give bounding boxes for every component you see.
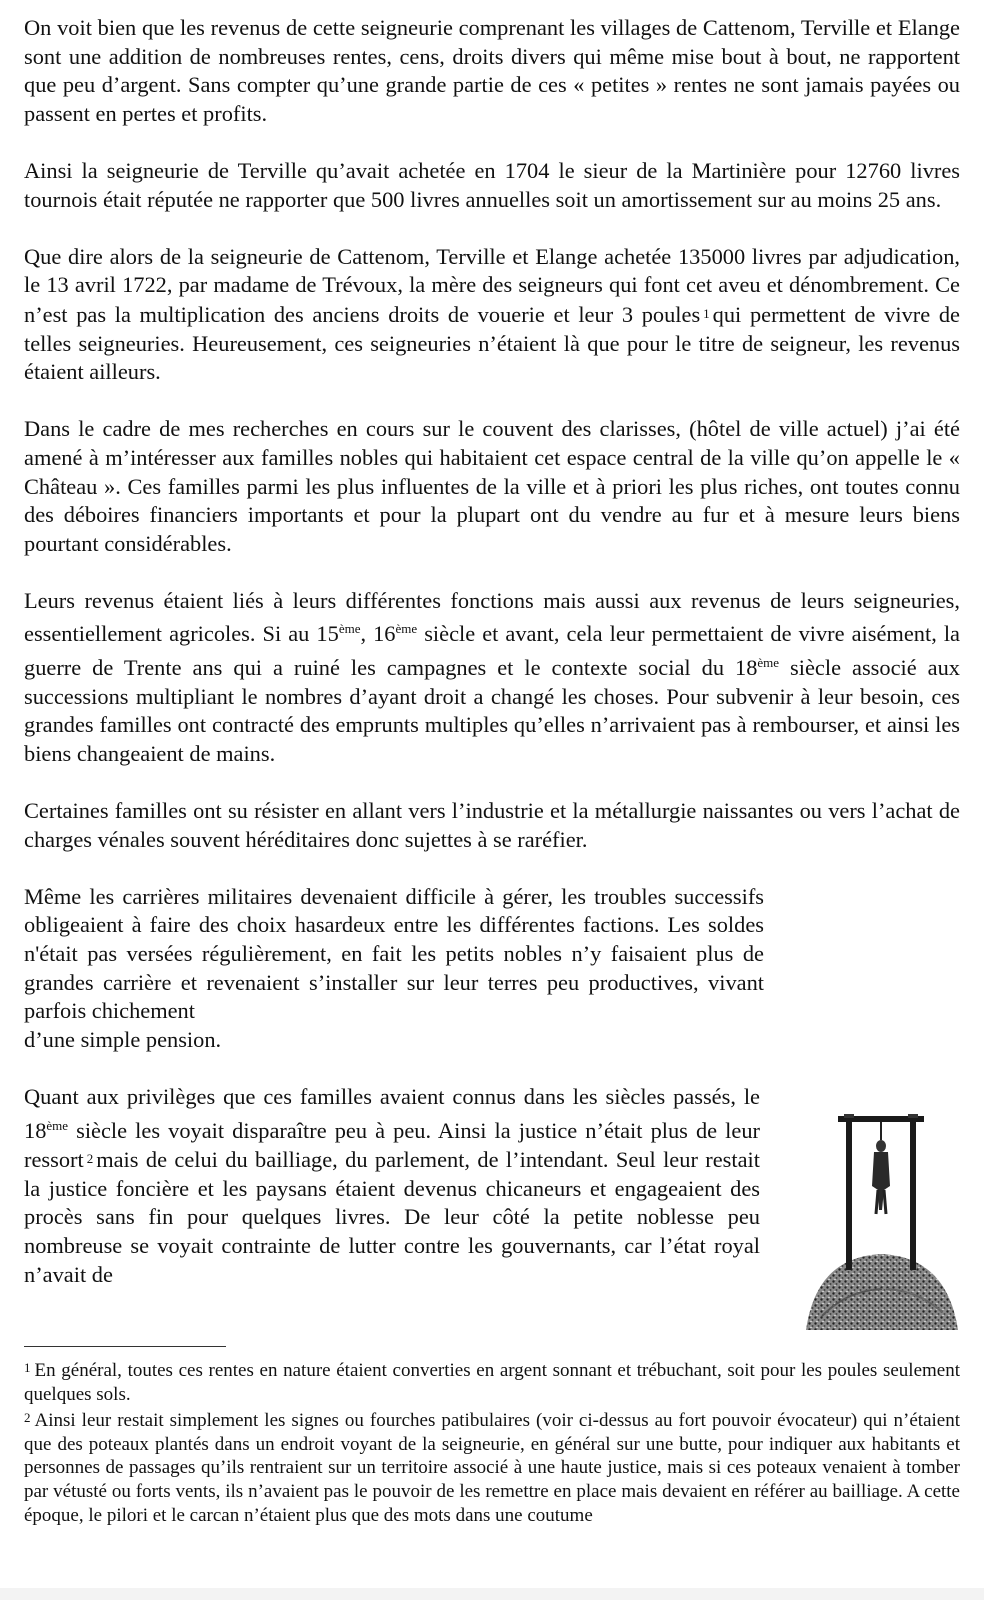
paragraph-industrie: Certaines familles ont su résister en allant vers l’industrie et la métallurgie naissantes ou vers l’achat de charges vénales souvent héréditaires donc sujettes à se raréfier.: [24, 798, 960, 852]
paragraph-text: , 16: [360, 621, 396, 647]
footnote-number: 1: [24, 1360, 31, 1375]
paragraph-text: Quant aux privilèges que ces familles avaient connus dans les siècles passés, le 18: [24, 1083, 760, 1143]
paragraph-clarisses: Dans le cadre de mes recherches en cours sur le couvent des clarisses, (hôtel de ville actuel) j’ai été amené à m’intéresser aux familles nobles qui habitaient cet espace central de la ville qu’on appelle le « Château ». Ces familles parmi les plus influentes de la ville et à priori les plus riches, ont toutes connu des déboires financiers importants et pour la plupart ont du vendre au fur et à mesure leurs biens pourtant considérables.: [24, 416, 960, 556]
paragraph-revenus-fonctions: [24, 587, 960, 769]
gallows-icon: [802, 1106, 960, 1332]
paragraph-text: Que dire alors de la seigneurie de Cattenom, Terville et Elange achetée 135000 livres par adjudication, le 13 avril 1722, par madame de Trévoux, la mère des seigneurs qui font cet aveu et dénombrement. Ce n’est pas la multiplication des anciens droits de vouerie et leur 3 poules: [24, 243, 960, 327]
paragraph-text: d’une simple pension.: [24, 1026, 222, 1052]
footnote-number: 2: [24, 1410, 31, 1426]
paragraph-text: siècle les voyait disparaître peu à peu. Ainsi la justice n’était plus de leur ressort: [24, 1117, 760, 1173]
footnotes: [24, 1356, 960, 1527]
paragraph-carrieres-militaires: [24, 883, 960, 1055]
superscript: ème: [757, 655, 780, 671]
paragraph-text: mais de celui du bailliage, du parlement, de l’intendant. Seul leur restait la justice foncière et les paysans étaient devenus chicaneurs et engageaient des procès sans fin pour quelques livres. De leur côté la petite noblesse peu nombreuse se voyait contrainte de lutter contre les gouvernants, car l’état royal n’avait de: [24, 1147, 760, 1287]
footnote-2: [24, 1406, 960, 1527]
paragraph-text: Leurs revenus étaient liés à leurs différentes fonctions mais aussi aux revenus de leurs seigneuries, essentiellement agricoles. Si au 15: [24, 587, 960, 647]
paragraph-terville: Ainsi la seigneurie de Terville qu’avait achetée en 1704 le sieur de la Martinière pour 12760 livres tournois était réputée ne rapporter que 500 livres annuelles soit un amortissement sur au moins 25 ans.: [24, 157, 960, 212]
footnote-text: En général, toutes ces rentes en nature étaient converties en argent sonnant et trébuchant, soit pour les poules seulement quelques sols.: [24, 1360, 960, 1405]
paragraph-privileges: [24, 1083, 760, 1289]
footnote-ref-1[interactable]: 1: [703, 305, 710, 321]
footnote-separator: [24, 1346, 226, 1347]
footnote-ref-2[interactable]: 2: [86, 1151, 94, 1167]
superscript: ème: [395, 621, 418, 637]
superscript: ème: [338, 621, 361, 637]
page-bottom-edge: [0, 1588, 984, 1600]
paragraph-cattenom: [24, 243, 960, 387]
gallows-illustration: [802, 1106, 960, 1332]
paragraph-text: qui permettent de vivre de telles seigneuries. Heureusement, ces seigneuries n’étaient là que pour le titre de seigneur, les revenus étaient ailleurs.: [24, 301, 960, 385]
footnote-text: Ainsi leur restait simplement les signes ou fourches patibulaires (voir ci-dessus au fort pouvoir évocateur) qui n’étaient que des poteaux plantés dans un endroit voyant de la seigneurie, en général sur une butte, pour indiquer aux habitants et personnes de passages qu’ils rentraient sur un territoire associé à une haute justice, mais si ces poteaux venaient à tomber par vétusté ou forts vents, ils n’avaient pas le pouvoir de les remettre en place mais devaient en référer au bailliage. A cette époque, le pilori et le carcan n’étaient plus que des mots dans une coutume: [24, 1410, 960, 1526]
paragraph-revenus-seigneurie: On voit bien que les revenus de cette seigneurie comprenant les villages de Cattenom, Terville et Elange sont une addition de nombreuses rentes, cens, droits divers qui même mise bout à bout, ne rapportent que peu d’argent. Sans compter qu’une grande partie de ces « petites » rentes ne sont jamais payées ou passent en pertes et profits.: [24, 15, 960, 126]
footnote-1: [24, 1356, 960, 1406]
superscript: ème: [46, 1117, 69, 1133]
paragraph-text: siècle et avant, cela leur permettaient de vivre aisément, la guerre de Trente ans qui a ruiné les campagnes et le contexte social du 18: [24, 621, 960, 681]
paragraph-text: Même les carrières militaires devenaient difficile à gérer, les troubles successifs obligeaient à faire des choix hasardeux entre les différentes factions. Les soldes n'était pas versées régulièrement, en fait les petits nobles n’y faisaient plus de grandes carrière et revenaient s’installer sur leur terres peu productives, vivant parfois chichement: [24, 883, 764, 1024]
paragraph-text: siècle associé aux successions multipliant le nombres d’ayant droit a changé les choses. Pour subvenir à leur besoin, ces grandes familles ont contracté des emprunts multiples qu’elles n’arrivaient pas à rembourser, et ainsi les biens changeaient de mains.: [24, 655, 961, 766]
